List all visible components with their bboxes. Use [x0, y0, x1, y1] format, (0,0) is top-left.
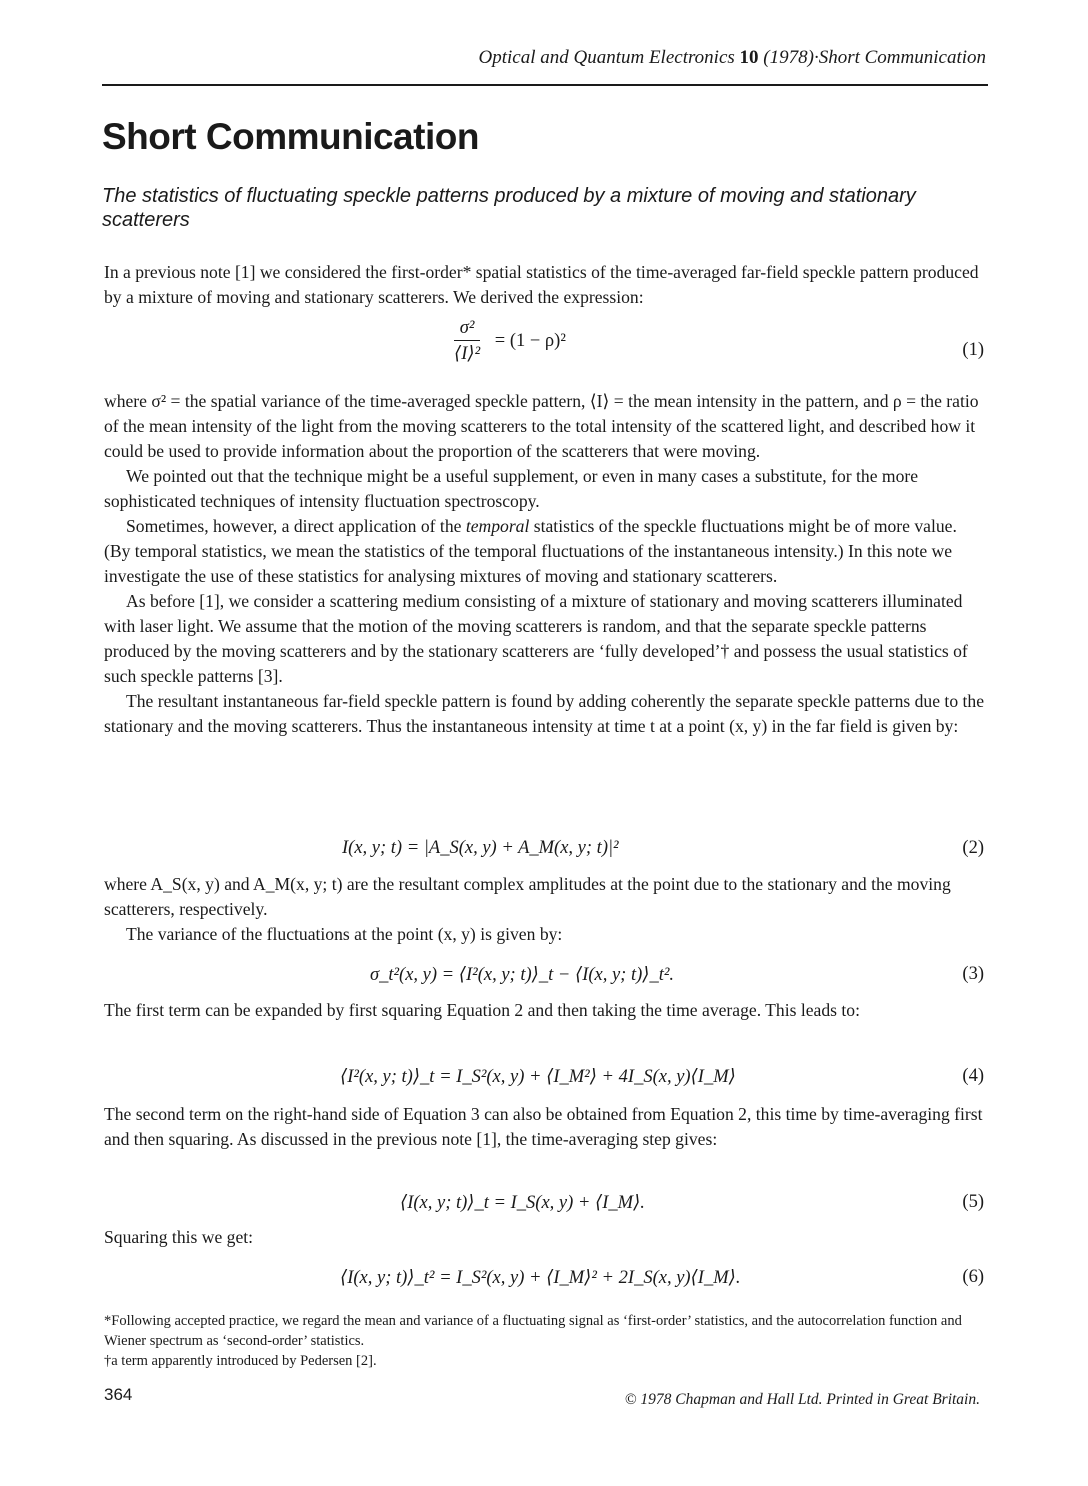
equation-1-fraction [454, 318, 480, 365]
paragraph: Squaring this we get: [104, 1227, 254, 1247]
text-run: statistics of the speckle fluctuations might be of more value. (By temporal statistics, we mean the statistics of the temporal fluctuations of the instantaneous intensity.) In this note we investigate the use of these statistics for analysing mixtures of moving and stationary scatterers. [104, 516, 957, 586]
equation-4 [104, 1066, 984, 1092]
page-number: 364 [104, 1385, 133, 1404]
equation-2 [104, 838, 984, 864]
body-block-4 [104, 998, 984, 1023]
journal-volume: 10 [739, 47, 759, 68]
equation-number: (3) [962, 964, 984, 984]
equation-3 [104, 964, 984, 990]
equation-5-expression: ⟨I(x, y; t)⟩_t = I_S(x, y) + ⟨I_M⟩. [400, 1193, 645, 1213]
paragraph: We pointed out that the technique might be a useful supplement, or even in many cases a substitute, for the more sophisticated techniques of intensity fluctuation spectroscopy. [104, 466, 919, 511]
paragraph: where A_S(x, y) and A_M(x, y; t) are the resultant complex amplitudes at the point due to the stationary and the moving scatterers, respectively. [104, 874, 951, 919]
emphasis: temporal [465, 516, 530, 536]
equation-6-expression: ⟨I(x, y; t)⟩_t² = I_S²(x, y) + ⟨I_M⟩² + 2I_S(x, y)⟨I_M⟩. [340, 1268, 741, 1288]
equation-6 [104, 1267, 984, 1293]
equation-1-rhs: = (1 − ρ)² [494, 330, 566, 351]
section-title: Short Communication [102, 116, 479, 157]
body-block-6 [104, 1225, 984, 1250]
paragraph: The first term can be expanded by first squaring Equation 2 and then taking the time average. This leads to: [104, 1000, 860, 1020]
equation-3-expression: σ_t²(x, y) = ⟨I²(x, y; t)⟩_t − ⟨I(x, y; t)⟩_t². [370, 965, 675, 985]
equation-number: (6) [962, 1267, 984, 1287]
equation-1-denominator: ⟨I⟩² [454, 344, 481, 364]
paragraph: The resultant instantaneous far-field speckle pattern is found by adding coherently the separate speckle patterns due to the stationary and the moving scatterers. Thus the instantaneous intensity at time t at a point (x, y) in the far field is given by: [104, 691, 985, 736]
equation-1 [104, 318, 984, 378]
running-head-section: Short Communication [818, 47, 986, 68]
copyright-notice: © 1978 Chapman and Hall Ltd. Printed in Great Britain. [624, 1391, 980, 1408]
equation-number: (1) [962, 340, 984, 360]
article-title: The statistics of fluctuating speckle patterns produced by a mixture of moving and stationary scatterers [102, 185, 916, 231]
body-block-1 [104, 260, 984, 310]
paragraph: where σ² = the spatial variance of the time-averaged speckle pattern, ⟨I⟩ = the mean intensity in the pattern, and ρ = the ratio of the mean intensity of the light from the moving scatterers to the total intensity of the scattered light, and described how it could be used to provide information about the proportion of the scatterers that were moving. [104, 391, 979, 461]
equation-number: (2) [962, 838, 984, 858]
footnote-fully-developed: †a term apparently introduced by Pedersen [2]. [104, 1353, 377, 1369]
paragraph: The second term on the right-hand side of Equation 3 can also be obtained from Equation 2, this time by time-averaging first and then squaring. As discussed in the previous note [1], the time-averaging step gives: [104, 1104, 983, 1149]
paragraph: In a previous note [1] we considered the first-order* spatial statistics of the time-averaged far-field speckle pattern produced by a mixture of moving and stationary scatterers. We derived the expression: [104, 262, 979, 307]
footnotes [104, 1311, 984, 1371]
header-rule [102, 84, 988, 86]
paragraph: The variance of the fluctuations at the point (x, y) is given by: [126, 924, 563, 944]
equation-1-numerator: σ² [454, 318, 480, 341]
journal-name: Optical and Quantum Electronics [478, 47, 735, 68]
body-block-5 [104, 1102, 984, 1152]
running-head [0, 47, 986, 69]
journal-year: (1978) [763, 47, 814, 68]
running-head-separator: · [813, 47, 819, 68]
equation-5 [104, 1192, 984, 1218]
equation-2-expression: I(x, y; t) = |A_S(x, y) + A_M(x, y; t)|² [342, 838, 619, 858]
paragraph [104, 514, 984, 589]
body-block-2 [104, 389, 984, 739]
paragraph: As before [1], we consider a scattering medium consisting of a mixture of stationary and moving scatterers illuminated with laser light. We assume that the motion of the moving scatterers is random, and that the separate speckle patterns produced by the moving scatterers and by the stationary scatterers are ‘fully developed’† and possess the usual statistics of such speckle patterns [3]. [104, 591, 968, 686]
equation-number: (5) [962, 1192, 984, 1212]
footnote-first-order: *Following accepted practice, we regard the mean and variance of a fluctuating signal as ‘first-order’ statistics, and the autocorrelation function and Wiener spectrum as ‘second-order’ statistics. [104, 1313, 962, 1349]
equation-number: (4) [962, 1066, 984, 1086]
equation-4-expression: ⟨I²(x, y; t)⟩_t = I_S²(x, y) + ⟨I_M²⟩ + 4I_S(x, y)⟨I_M⟩ [340, 1067, 736, 1087]
text-run: Sometimes, however, a direct application of the [126, 516, 466, 536]
body-block-3 [104, 872, 984, 947]
